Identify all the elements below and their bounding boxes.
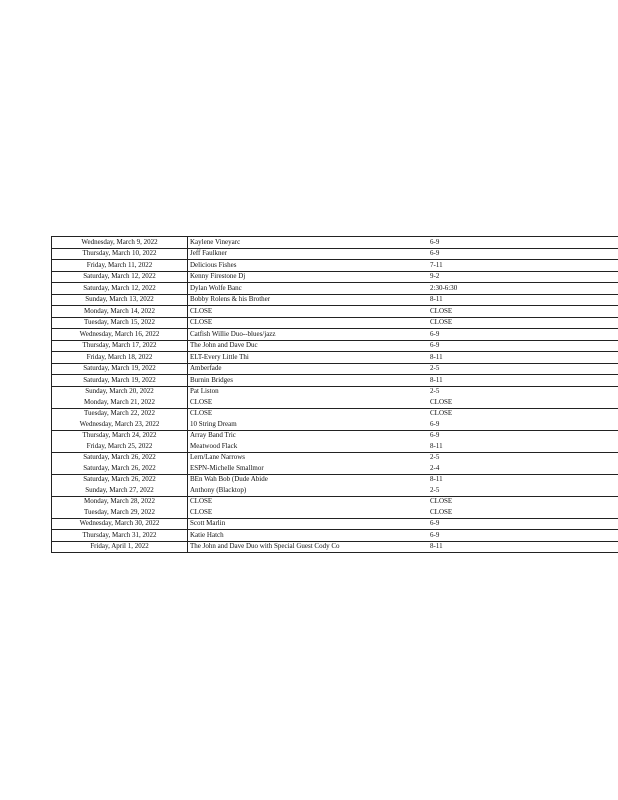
band-cell: ESPN-Michelle Smallmor [190,463,264,472]
table-row [52,496,618,507]
time-cell: 6-9 [430,329,618,341]
time-cell: 8-11 [430,294,618,306]
date-cell: Friday, March 18, 2022 [52,352,188,364]
band-cell: Kenny Firestone Dj [188,271,431,283]
table-row [52,419,618,430]
date-cell: Monday, March 21, 2022 [52,397,188,408]
time-cell: 6-9 [430,237,618,249]
date-cell: Friday, March 11, 2022 [52,260,188,272]
band-cell: CLOSE [188,317,431,329]
time-cell: 6-9 [430,248,618,260]
band-cell: CLOSE [188,408,431,419]
date-cell: Thursday, March 10, 2022 [52,248,188,260]
date-cell: Saturday, March 26, 2022 [52,463,188,474]
table-row [52,530,618,542]
band-cell: Scott Marlin [188,518,431,530]
date-cell: Sunday, March 27, 2022 [52,485,188,496]
table-row [52,306,618,318]
table-row [52,237,618,249]
band-cell: The John and Dave Duo with Special Guest Cody Co [188,541,431,553]
time-cell: 6-9 [430,430,618,441]
table-row [52,363,618,375]
band-cell: CLOSE [190,507,213,516]
time-cell: 2-4 [430,463,440,472]
date-cell: Tuesday, March 22, 2022 [52,408,188,419]
band-cell: CLOSE [188,496,431,507]
band-cell: Burnin Bridges [188,375,431,387]
time-cell: 8-11 [430,441,443,450]
band-cell: BEn Wah Bob (Dude Abide [188,474,431,485]
band-cell: 10 String Dream [190,419,237,428]
time-cell: 8-11 [430,474,618,485]
band-cell: Array Band Tric [188,430,431,441]
table-row [52,518,618,530]
table-row [52,397,618,408]
table-row [52,294,618,306]
table-row [52,485,618,496]
table-row [52,430,618,441]
date-cell: Saturday, March 19, 2022 [52,363,188,375]
date-cell: Wednesday, March 30, 2022 [52,518,188,530]
date-cell: Thursday, March 24, 2022 [52,430,188,441]
table-row [52,375,618,387]
table-row [52,441,618,452]
table-row [52,271,618,283]
band-cell: Delicious Fishes [188,260,431,272]
time-cell: 6-9 [430,340,618,352]
table-row [52,340,618,352]
date-cell: Sunday, March 13, 2022 [52,294,188,306]
table-row [52,352,618,364]
band-cell: Amberfade [188,363,431,375]
date-cell: Thursday, March 17, 2022 [52,340,188,352]
time-cell: 2-5 [430,485,440,494]
time-cell: CLOSE [430,306,618,318]
band-cell: Catfish Willie Duo--blues/jazz [188,329,431,341]
table-row [52,283,618,295]
time-cell: CLOSE [430,496,618,507]
band-cell: CLOSE [188,306,431,318]
table-row [52,317,618,329]
band-cell: Dylan Wolfe Banc [188,283,431,295]
date-cell: Wednesday, March 23, 2022 [52,419,188,430]
band-cell: Katie Hatch [188,530,431,542]
table-row [52,463,618,474]
time-cell: 2-5 [430,363,618,375]
time-cell: CLOSE [430,408,618,419]
time-cell: 6-9 [430,419,440,428]
band-cell: Anthony (Blacktop) [190,485,247,494]
time-cell: 8-11 [430,541,618,553]
band-cell: Pat Liston [188,386,431,397]
band-cell: Meatwood Flack [190,441,238,450]
date-cell: Tuesday, March 15, 2022 [52,317,188,329]
band-cell: Bobby Rolens & his Brother [188,294,431,306]
time-cell: 2-5 [430,452,618,463]
date-cell: Tuesday, March 29, 2022 [52,507,188,518]
time-cell: 2-5 [430,386,618,397]
band-cell: Kaylene Vineyarc [188,237,431,249]
time-cell: CLOSE [430,507,453,516]
table-row [52,260,618,272]
date-cell: Saturday, March 26, 2022 [52,452,188,463]
date-cell: Friday, April 1, 2022 [52,541,188,553]
band-cell: CLOSE [190,397,213,406]
time-cell: 7-11 [430,260,618,272]
date-cell: Saturday, March 26, 2022 [52,474,188,485]
date-cell: Wednesday, March 9, 2022 [52,237,188,249]
schedule-table [51,236,618,553]
table-row [52,474,618,485]
schedule-body [52,237,618,553]
date-cell: Saturday, March 12, 2022 [52,283,188,295]
date-cell: Friday, March 25, 2022 [52,441,188,452]
band-cell: Jeff Faulkner [188,248,431,260]
date-cell: Wednesday, March 16, 2022 [52,329,188,341]
time-cell: 6-9 [430,518,618,530]
time-cell: 2:30-6:30 [430,283,618,295]
table-row [52,329,618,341]
table-row [52,408,618,419]
date-cell: Thursday, March 31, 2022 [52,530,188,542]
band-cell: The John and Dave Duc [188,340,431,352]
date-cell: Monday, March 14, 2022 [52,306,188,318]
table-row [52,452,618,463]
time-cell: CLOSE [430,397,453,406]
table-row [52,541,618,553]
table-row [52,386,618,397]
time-cell: 9-2 [430,271,618,283]
time-cell: 8-11 [430,352,618,364]
date-cell: Saturday, March 12, 2022 [52,271,188,283]
band-cell: ELT-Every Little Thi [188,352,431,364]
date-cell: Sunday, March 20, 2022 [52,386,188,397]
time-cell: CLOSE [430,317,618,329]
time-cell: 8-11 [430,375,618,387]
date-cell: Monday, March 28, 2022 [52,496,188,507]
date-cell: Saturday, March 19, 2022 [52,375,188,387]
time-cell: 6-9 [430,530,618,542]
table-row [52,507,618,518]
table-row [52,248,618,260]
band-cell: Lern/Lane Narrows [188,452,431,463]
